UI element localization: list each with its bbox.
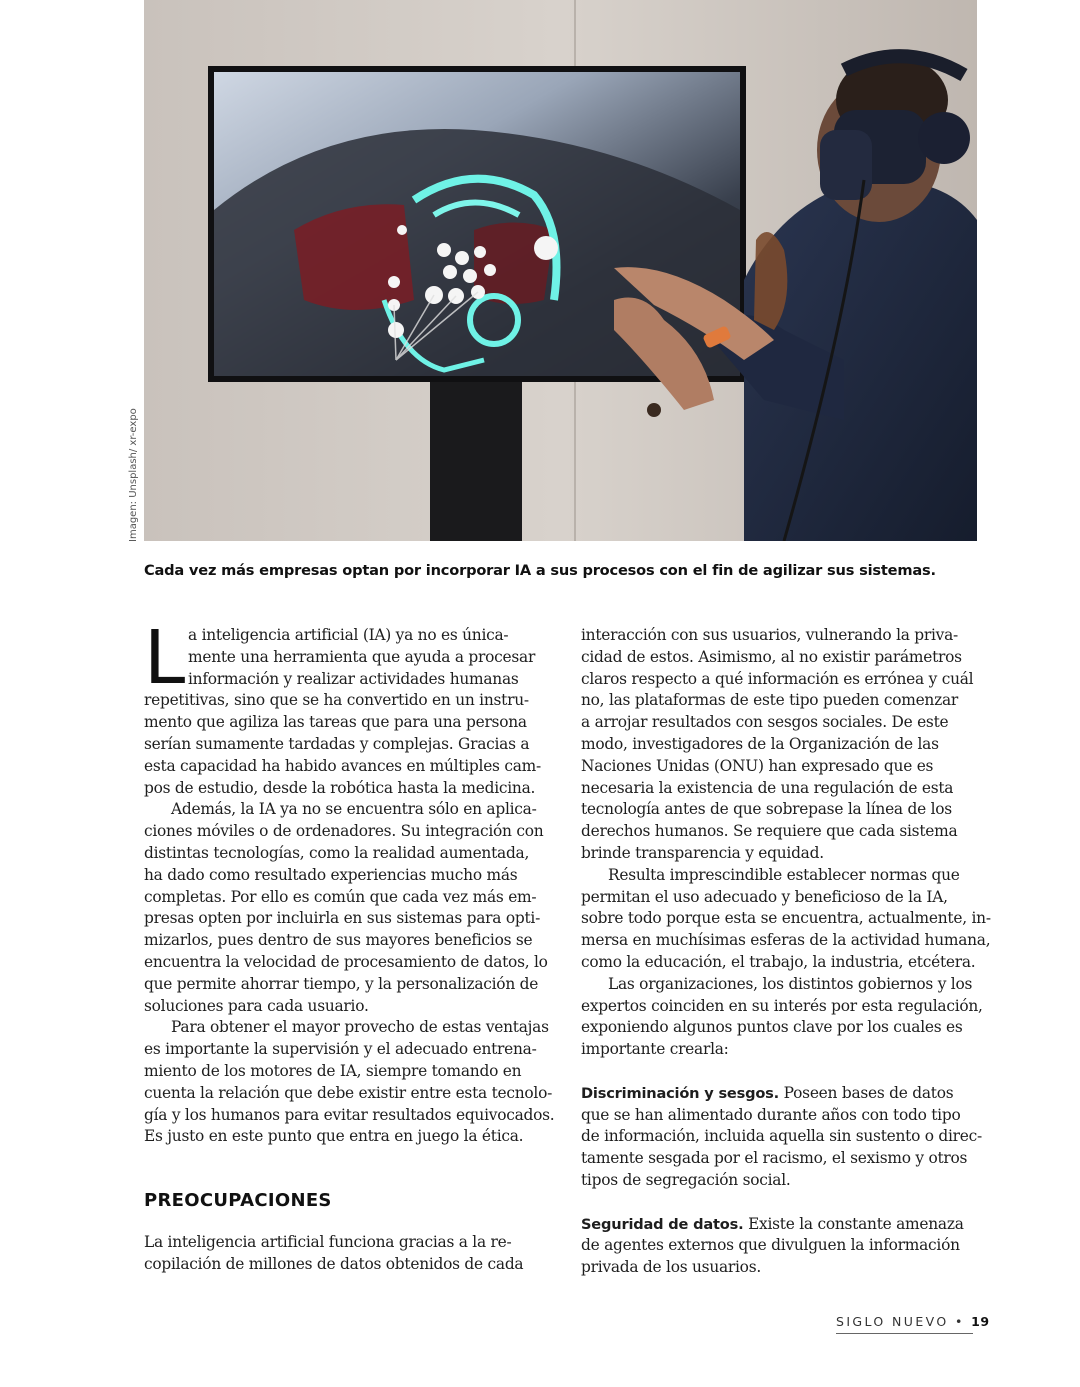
text-line: permitan el uso adecuado y beneficioso de la IA, <box>581 887 948 906</box>
article-column-left <box>144 615 555 1276</box>
text-line: pos de estudio, desde la robótica hasta la medicina. <box>144 778 536 797</box>
paragraph <box>581 625 976 865</box>
text-line: miento de los motores de IA, siempre tomando en <box>144 1061 522 1080</box>
text-line: de agentes externos que divulguen la información <box>581 1236 960 1255</box>
text-line: repetitivas, sino que se ha convertido en un instru- <box>144 691 529 710</box>
text-line: Para obtener el mayor provecho de estas ventajas <box>171 1018 549 1037</box>
bullet-lead: Discriminación y sesgos. <box>581 1084 780 1102</box>
text-line: serían sumamente tardadas y complejas. Gracias a <box>144 734 530 753</box>
text-line: brinde transparencia y equidad. <box>581 843 824 862</box>
page-footer <box>836 1314 990 1334</box>
text-line: que permite ahorrar tiempo, y la personalización de <box>144 974 539 993</box>
text-line: presas opten por incluirla en sus sistemas para opti- <box>144 909 541 928</box>
text-line: soluciones para cada usuario. <box>144 996 369 1015</box>
text-line: mersa en muchísimas esferas de la actividad humana, <box>581 931 991 950</box>
bullet-security <box>581 1214 976 1279</box>
text-line: Resulta imprescindible establecer normas que <box>608 865 960 884</box>
text-line: a inteligencia artificial (IA) ya no es única- <box>188 626 509 644</box>
bullet-text: Existe la constante amenaza <box>743 1214 964 1233</box>
section-heading: PREOCUPACIONES <box>144 1190 332 1212</box>
text-line: Además, la IA ya no se encuentra sólo en aplica- <box>171 800 537 819</box>
text-line: La inteligencia artificial funciona gracias a la re- <box>144 1233 512 1252</box>
bullet-text: Poseen bases de datos <box>779 1083 954 1102</box>
text-line: a arrojar resultados con sesgos sociales. De este <box>581 713 949 732</box>
paragraph <box>144 799 548 1017</box>
text-line: copilación de millones de datos obtenidos de cada <box>144 1254 524 1273</box>
paragraph <box>144 1017 555 1148</box>
magazine-name: SIGLO NUEVO <box>836 1314 949 1329</box>
text-line: cidad de estos. Asimismo, al no existir parámetros <box>581 647 962 666</box>
text-line: ciones móviles o de ordenadores. Su integración con <box>144 822 544 841</box>
article-column-right <box>581 625 991 1279</box>
footer-separator: • <box>954 1314 965 1329</box>
image-credit: Imagen: Unsplash/ xr-expo <box>128 408 139 542</box>
intro-paragraph <box>144 615 541 799</box>
text-line: sobre todo porque esta se encuentra, actualmente, in- <box>581 909 991 928</box>
text-line: mento que agiliza las tareas que para una persona <box>144 713 527 732</box>
text-line: mente una herramienta que ayuda a procesar <box>188 647 536 666</box>
text-line: Las organizaciones, los distintos gobiernos y los <box>608 974 973 993</box>
paragraph <box>144 1232 539 1276</box>
text-line: tamente sesgada por el racismo, el sexismo y otros <box>581 1149 968 1168</box>
text-line: interacción con sus usuarios, vulnerando la priva- <box>581 626 959 644</box>
text-line <box>581 1083 976 1105</box>
paragraph <box>581 865 991 974</box>
text-line: derechos humanos. Se requiere que cada sistema <box>581 822 958 841</box>
text-line: mizarlos, pues dentro de sus mayores beneficios se <box>144 931 533 950</box>
bullet-discrimination <box>581 1083 982 1192</box>
text-line: exponiendo algunos puntos clave por los cuales es <box>581 1018 963 1037</box>
page-number: 19 <box>971 1314 990 1329</box>
text-line: cuenta la relación que debe existir entre esta tecnolo- <box>144 1083 553 1102</box>
text-line: esta capacidad ha habido avances en múltiples cam- <box>144 756 541 775</box>
text-line: como la educación, el trabajo, la industria, etcétera. <box>581 952 976 971</box>
text-line: es importante la supervisión y el adecuado entrena- <box>144 1040 537 1059</box>
text-line: gía y los humanos para evitar resultados equivocados. <box>144 1105 555 1124</box>
text-line <box>581 1214 976 1236</box>
article-photo <box>144 0 977 541</box>
text-line: Es justo en este punto que entra en juego la ética. <box>144 1127 524 1146</box>
text-line: completas. Por ello es común que cada vez más em- <box>144 887 537 906</box>
text-line: de información, incluida aquella sin sustento o direc- <box>581 1127 982 1146</box>
bullet-lead: Seguridad de datos. <box>581 1215 744 1233</box>
paragraph <box>581 974 983 1061</box>
text-line: ha dado como resultado experiencias mucho más <box>144 865 518 884</box>
text-line: tipos de segregación social. <box>581 1170 791 1189</box>
text-line: que se han alimentado durante años con todo tipo <box>581 1105 961 1124</box>
drop-cap: L <box>144 615 185 701</box>
text-line: necesaria la existencia de una regulación de esta <box>581 778 954 797</box>
text-line: no, las plataformas de este tipo pueden comenzar <box>581 691 958 710</box>
text-line: privada de los usuarios. <box>581 1258 761 1277</box>
text-line: encuentra la velocidad de procesamiento de datos, lo <box>144 952 548 971</box>
text-line: información y realizar actividades humanas <box>188 669 519 688</box>
text-line: modo, investigadores de la Organización de las <box>581 734 939 753</box>
text-line: distintas tecnologías, como la realidad aumentada, <box>144 843 530 862</box>
text-line: expertos coinciden en su interés por esta regulación, <box>581 996 983 1015</box>
text-line: importante crearla: <box>581 1040 729 1059</box>
text-line: Naciones Unidas (ONU) han expresado que es <box>581 756 934 775</box>
photo-caption: Cada vez más empresas optan por incorporar IA a sus procesos con el fin de agilizar sus sistemas. <box>144 562 936 579</box>
text-line: tecnología antes de que sobrepase la línea de los <box>581 800 952 819</box>
text-line: claros respecto a qué información es errónea y cuál <box>581 669 974 688</box>
vr-headset-photo-icon <box>144 0 977 541</box>
